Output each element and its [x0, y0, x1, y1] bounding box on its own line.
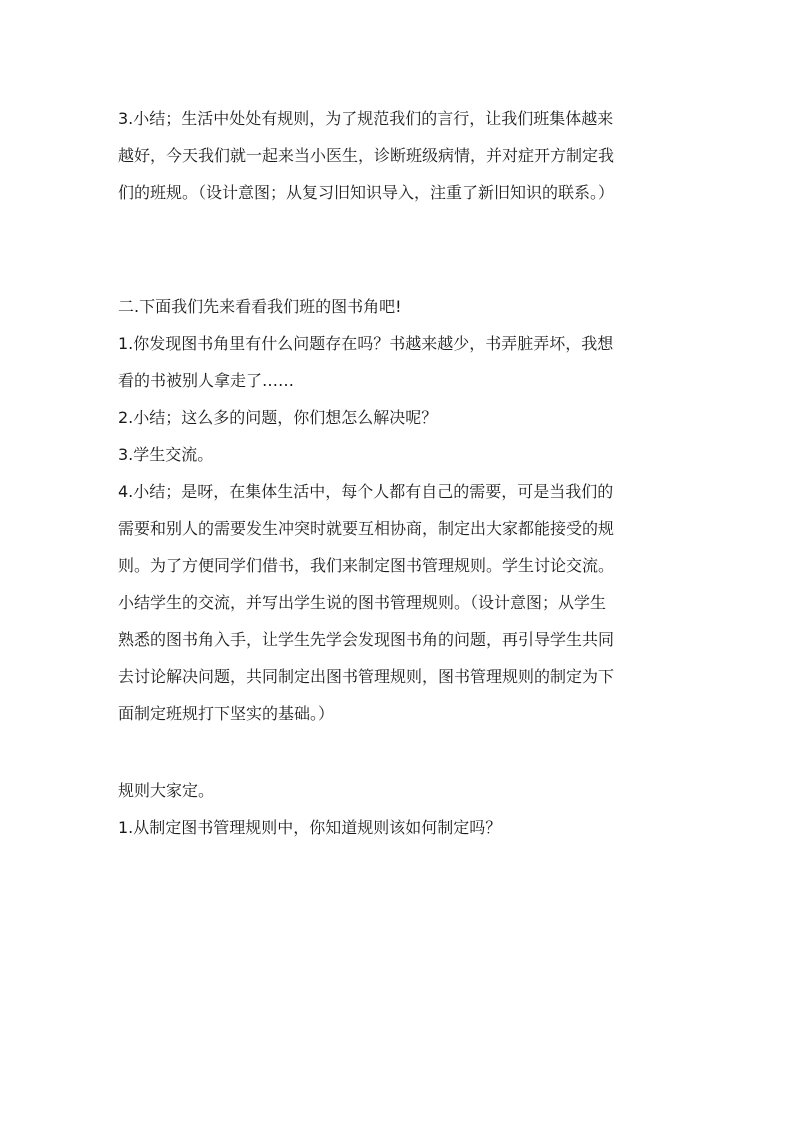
- section-2-heading: 二.下面我们先来看看我们班的图书角吧!: [118, 297, 402, 316]
- s2-item-4-line-6: 去讨论解决问题，共同制定出图书管理规则，图书管理规则的制定为下: [118, 667, 615, 686]
- s2-item-4-line-1: 4.小结；是呀，在集体生活中，每个人都有自己的需要，可是当我们的: [118, 482, 614, 501]
- item-3-line-1: 3.小结；生活中处处有规则，为了规范我们的言行，让我们班集体越来: [118, 109, 614, 128]
- s2-item-4-line-3: 则。为了方便同学们借书，我们来制定图书管理规则。学生讨论交流。: [118, 556, 615, 575]
- section-3: [118, 772, 688, 846]
- s2-item-4-line-5: 熟悉的图书角入手，让学生先学会发现图书角的问题，再引导学生共同: [118, 630, 615, 649]
- s2-item-4-line-4: 小结学生的交流，并写出学生说的图书管理规则。（设计意图；从学生: [118, 593, 607, 612]
- section-3-heading: 规则大家定。: [118, 781, 215, 800]
- s2-item-4-line-2: 需要和别人的需要发生冲突时就要互相协商，制定出大家都能接受的规: [118, 519, 615, 538]
- spacer: [118, 732, 688, 772]
- s2-item-2: 2.小结；这么多的问题，你们想怎么解决呢？: [118, 408, 438, 427]
- s2-item-1-line-2: 看的书被别人拿走了……: [118, 371, 295, 390]
- s2-item-3: 3.学生交流。: [118, 445, 214, 464]
- item-3-line-2: 越好，今天我们就一起来当小医生，诊断班级病情，并对症开方制定我: [118, 146, 615, 165]
- document-page: [118, 100, 688, 846]
- section-2: [118, 288, 688, 732]
- item-3-line-3: 们的班规。（设计意图；从复习旧知识导入，注重了新旧知识的联系。）: [118, 183, 615, 202]
- s3-item-1: 1.从制定图书管理规则中，你知道规则该如何制定吗？: [118, 818, 502, 837]
- section-1: [118, 100, 688, 211]
- s2-item-1-line-1: 1.你发现图书角里有什么问题存在吗？书越来越少，书弄脏弄坏，我想: [118, 334, 614, 353]
- spacer: [118, 211, 688, 288]
- s2-item-4-line-7: 面制定班规打下坚实的基础。）: [118, 704, 335, 723]
